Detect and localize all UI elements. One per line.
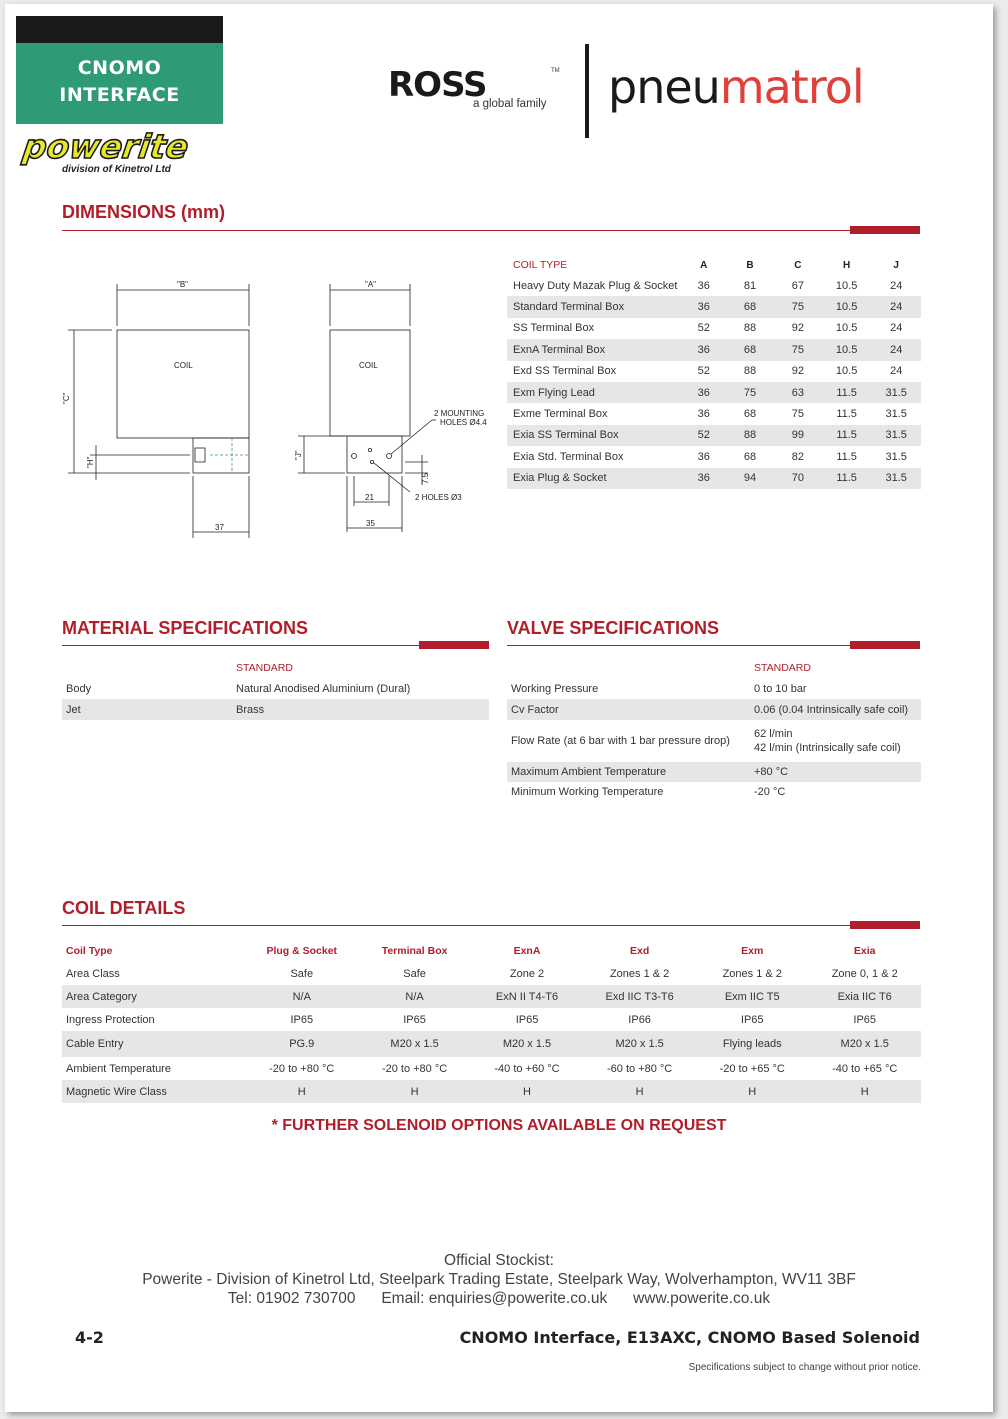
material-standard-header: STANDARD	[236, 661, 293, 674]
table-row	[507, 361, 921, 382]
label-b: "B"	[177, 280, 189, 289]
dimension-cell: 24	[890, 343, 903, 356]
coil-label-left: COIL	[174, 361, 193, 370]
col-j: J	[893, 259, 899, 271]
table-row	[507, 275, 921, 296]
right-coil-body	[330, 330, 410, 436]
valve-header-row	[507, 657, 921, 678]
material-table	[62, 657, 489, 720]
col-b: B	[746, 259, 754, 271]
table-row	[507, 446, 921, 467]
mounting-note-1: 2 MOUNTING	[434, 409, 485, 418]
coil-value-cell: M20 x 1.5	[502, 1038, 552, 1050]
coil-type-cell: SS Terminal Box	[513, 322, 595, 335]
dim-37: 37	[215, 523, 224, 532]
coil-table	[62, 940, 921, 1103]
dimensions-header-row	[507, 255, 921, 275]
dimension-cell: 94	[743, 472, 757, 485]
valve-label: Maximum Ambient Temperature	[511, 766, 667, 778]
coil-col-header: Exia	[853, 945, 876, 957]
dimension-cell: 11.5	[836, 429, 857, 442]
mounting-hole-left	[352, 454, 357, 459]
powerite-logo	[22, 128, 217, 180]
dimension-cell: 75	[791, 408, 805, 421]
coil-value-cell: -20 to +80 °C	[269, 1062, 335, 1075]
table-row	[62, 1057, 921, 1080]
dimension-cell: 88	[743, 322, 757, 335]
table-row	[62, 962, 921, 985]
coil-value-cell: Exm IIC T5	[724, 990, 780, 1003]
coil-type-cell: Exme Terminal Box	[513, 408, 608, 421]
dimensions-rule-accent	[850, 226, 920, 234]
coil-value-cell: IP66	[628, 1013, 651, 1026]
dimension-cell: 11.5	[836, 386, 857, 399]
page-title: CNOMO Interface, E13AXC, CNOMO Based Solenoid	[459, 1328, 920, 1347]
right-base	[347, 436, 402, 473]
footer-address: Powerite - Division of Kinetrol Ltd, Steelpark Trading Estate, Steelpark Way, Wolverhampton, WV11 3BF	[142, 1271, 856, 1288]
material-value: Brass	[236, 703, 265, 716]
coil-value-cell: M20 x 1.5	[615, 1038, 664, 1050]
ross-tagline: a global family	[473, 98, 547, 110]
coil-property-cell: Area Class	[66, 967, 120, 980]
coil-value-cell: Zones 1 & 2	[609, 967, 670, 980]
coil-rule	[62, 925, 920, 926]
dimension-cell: 10.5	[835, 322, 858, 335]
coil-value-cell: IP65	[740, 1013, 764, 1026]
table-row	[507, 762, 921, 782]
valve-value: 0 to 10 bar	[754, 682, 807, 695]
dimension-cell: 52	[697, 365, 710, 378]
table-row	[507, 382, 921, 403]
dimension-cell: 81	[743, 279, 757, 292]
valve-standard-header: STANDARD	[754, 661, 811, 674]
dimension-cell: 70	[791, 472, 805, 485]
dimension-cell: 52	[697, 429, 710, 442]
table-row	[507, 468, 921, 489]
dimension-cell: 52	[697, 322, 710, 335]
pneumatrol-logo	[608, 60, 864, 114]
coil-value-cell: Exd IIC T3-T6	[605, 990, 674, 1003]
col-c: C	[794, 259, 802, 271]
coil-property-cell: Magnetic Wire Class	[66, 1085, 167, 1098]
dimension-cell: 11.5	[836, 450, 857, 463]
dimension-cell: 68	[743, 408, 757, 421]
pneumatrol-logo-part2: matrol	[719, 60, 864, 114]
dimension-cell: 24	[890, 279, 903, 292]
dimension-cell: 75	[791, 301, 805, 314]
dimension-cell: 31.5	[885, 472, 907, 485]
dimension-cell: 10.5	[835, 343, 858, 356]
label-a: "A"	[365, 280, 377, 289]
dimension-cell: 68	[743, 450, 757, 463]
dimension-cell: 24	[890, 322, 903, 335]
coil-rule-accent	[850, 921, 920, 929]
dimensions-title: DIMENSIONS (mm)	[62, 202, 226, 222]
valve-value: 62 l/min 42 l/min (Intrinsically safe coil)	[754, 728, 901, 754]
dimension-cell: 36	[697, 343, 710, 356]
powerite-logo-text: powerite	[20, 127, 191, 166]
table-row	[507, 403, 921, 424]
coil-type-cell: ExnA Terminal Box	[513, 343, 606, 356]
coil-value-cell: IP65	[290, 1013, 314, 1026]
coil-property-cell: Ingress Protection	[66, 1013, 155, 1026]
hole-upper	[368, 448, 371, 451]
header-tab-bar	[16, 16, 223, 43]
powerite-subtitle: division of Kinetrol Ltd	[62, 164, 171, 175]
coil-header-row	[62, 940, 921, 962]
material-title: MATERIAL SPECIFICATIONS	[62, 618, 309, 638]
dimension-cell: 92	[791, 322, 805, 335]
coil-type-cell: Exd SS Terminal Box	[513, 365, 617, 378]
table-row	[62, 1080, 921, 1103]
dimension-cell: 11.5	[836, 472, 857, 485]
coil-value-cell: Safe	[403, 967, 426, 980]
ross-trademark: TM	[551, 68, 560, 74]
dimension-cell: 36	[697, 472, 710, 485]
coil-property-cell: Ambient Temperature	[66, 1062, 171, 1075]
mounting-hole-right	[387, 454, 392, 459]
valve-table	[507, 657, 921, 802]
coil-type-cell: Exm Flying Lead	[513, 386, 595, 399]
coil-type-cell: Standard Terminal Box	[513, 301, 625, 314]
dim-21: 21	[365, 493, 374, 502]
coil-type-cell: Exia SS Terminal Box	[513, 429, 619, 442]
coil-value-cell: N/A	[292, 990, 311, 1003]
left-base	[193, 438, 249, 473]
coil-value-cell: H	[635, 1085, 644, 1098]
page-number: 4-2	[75, 1328, 104, 1347]
coil-value-cell: H	[410, 1085, 419, 1098]
dimension-cell: 36	[697, 386, 710, 399]
coil-value-cell: Zone 0, 1 & 2	[831, 967, 898, 980]
coil-value-cell: PG.9	[289, 1038, 315, 1050]
table-row	[62, 985, 921, 1008]
dimension-cell: 75	[791, 343, 805, 356]
further-options-note: * FURTHER SOLENOID OPTIONS AVAILABLE ON REQUEST	[271, 1117, 727, 1134]
valve-title: VALVE SPECIFICATIONS	[507, 618, 720, 638]
coil-col-header: Coil Type	[66, 945, 113, 957]
dim-7-5: 7.5	[421, 472, 430, 484]
coil-label-right: COIL	[359, 361, 378, 370]
coil-value-cell: IP65	[515, 1013, 539, 1026]
valve-value: 0.06 (0.04 Intrinsically safe coil)	[754, 703, 909, 716]
table-row	[507, 720, 921, 762]
pneumatrol-logo-part1: pneu	[608, 60, 720, 114]
coil-value-cell: Zones 1 & 2	[722, 967, 782, 980]
valve-label: Minimum Working Temperature	[511, 786, 664, 798]
dimension-cell: 88	[743, 365, 757, 378]
coil-value-cell: IP65	[853, 1013, 877, 1026]
tab-line-2: INTERFACE	[59, 84, 180, 106]
hole-lower	[370, 460, 373, 463]
label-c: "C"	[62, 392, 71, 404]
cnomo-interface-tab	[16, 43, 223, 124]
material-value: Natural Anodised Aluminium (Dural)	[236, 682, 411, 695]
table-row	[507, 425, 921, 446]
material-rule-accent	[419, 641, 489, 649]
dimension-cell: 31.5	[885, 386, 907, 399]
disclaimer: Specifications subject to change without prior notice.	[688, 1362, 921, 1373]
coil-col-header: ExnA	[513, 945, 541, 957]
coil-value-cell: Safe	[290, 967, 314, 980]
dimension-cell: 82	[791, 450, 805, 463]
material-label: Body	[66, 682, 92, 695]
coil-value-cell: H	[860, 1085, 869, 1098]
ross-logo: ROSS	[388, 65, 487, 105]
footer-contact: Tel: 01902 730700 Email: enquiries@powerite.co.uk www.powerite.co.uk	[227, 1290, 771, 1307]
table-row	[507, 339, 921, 360]
coil-value-cell: M20 x 1.5	[840, 1038, 889, 1050]
dimension-cell: 36	[697, 408, 710, 421]
coil-value-cell: Flying leads	[722, 1038, 782, 1050]
table-row	[507, 678, 921, 699]
coil-value-cell: H	[748, 1085, 757, 1098]
coil-title: COIL DETAILS	[62, 898, 186, 918]
mounting-note-2: HOLES Ø4.4	[440, 418, 487, 427]
label-h: "H"	[86, 456, 95, 468]
dimension-cell: 10.5	[835, 279, 858, 292]
coil-type-cell: Exia Std. Terminal Box	[513, 450, 624, 463]
coil-value-cell: M20 x 1.5	[390, 1038, 439, 1050]
coil-value-cell: Zone 2	[509, 967, 545, 980]
coil-value-cell: H	[297, 1085, 306, 1098]
valve-rule-accent	[850, 641, 920, 649]
valve-label: Flow Rate (at 6 bar with 1 bar pressure drop)	[511, 735, 730, 747]
dimensions-rule	[62, 230, 920, 231]
table-row	[62, 678, 489, 699]
valve-value: -20 °C	[754, 786, 786, 798]
logo-divider	[585, 44, 589, 138]
tab-line-1: CNOMO	[77, 57, 162, 79]
coil-value-cell: ExN II T4-T6	[495, 990, 559, 1003]
dimension-cell: 92	[791, 365, 805, 378]
col-h: H	[843, 259, 851, 271]
coil-value-cell: -60 to +80 °C	[606, 1062, 673, 1075]
valve-value: +80 °C	[754, 766, 789, 778]
holes-note: 2 HOLES Ø3	[415, 493, 462, 502]
coil-value-cell: -20 to +80 °C	[381, 1062, 448, 1075]
left-connector	[195, 448, 205, 462]
coil-col-header: Exm	[741, 945, 764, 957]
dimension-cell: 68	[743, 343, 757, 356]
coil-value-cell: Exia IIC T6	[837, 990, 892, 1003]
dimension-cell: 99	[791, 429, 805, 442]
coil-type-cell: Heavy Duty Mazak Plug & Socket	[513, 279, 678, 292]
dimension-cell: 67	[791, 279, 805, 292]
table-row	[507, 699, 921, 720]
coil-value-cell: N/A	[405, 990, 424, 1003]
table-row	[62, 699, 489, 720]
dimension-cell: 24	[890, 365, 903, 378]
dimension-cell: 31.5	[885, 408, 907, 421]
label-j: "J"	[294, 450, 303, 460]
coil-value-cell: IP65	[403, 1013, 426, 1026]
dimension-cell: 63	[791, 386, 805, 399]
material-label: Jet	[66, 703, 81, 716]
dimension-cell: 68	[743, 301, 757, 314]
material-header-row	[62, 657, 489, 678]
coil-col-header: Exd	[629, 945, 650, 957]
table-row	[62, 1031, 921, 1057]
left-coil-body	[117, 330, 249, 438]
dimension-cell: 88	[743, 429, 757, 442]
dimension-drawing	[60, 270, 487, 550]
table-row	[507, 296, 921, 317]
dimension-cell: 36	[697, 279, 710, 292]
coil-col-header: Plug & Socket	[266, 945, 338, 957]
table-row	[507, 782, 921, 802]
dimensions-table	[507, 255, 921, 489]
valve-label: Working Pressure	[511, 682, 599, 695]
col-a: A	[700, 259, 708, 271]
dimension-cell: 75	[743, 386, 757, 399]
dimension-cell: 10.5	[835, 301, 858, 314]
coil-property-cell: Area Category	[66, 990, 137, 1003]
dimension-cell: 36	[697, 301, 710, 314]
coil-type-cell: Exia Plug & Socket	[513, 472, 607, 485]
table-row	[507, 318, 921, 339]
coil-value-cell: -20 to +65 °C	[719, 1062, 785, 1075]
coil-value-cell: -40 to +60 °C	[494, 1062, 560, 1075]
coil-value-cell: -40 to +65 °C	[832, 1062, 898, 1075]
dimension-cell: 31.5	[885, 429, 907, 442]
brand-logos	[386, 62, 921, 142]
dimension-cell: 10.5	[835, 365, 858, 378]
dim-35: 35	[366, 519, 375, 528]
table-row	[62, 1008, 921, 1031]
coil-value-cell: H	[523, 1085, 531, 1098]
dimension-cell: 24	[890, 301, 903, 314]
dimension-cell: 36	[697, 450, 710, 463]
coil-property-cell: Cable Entry	[66, 1038, 124, 1050]
col-coil-type: COIL TYPE	[513, 259, 568, 271]
footer-stockist: Official Stockist:	[444, 1252, 554, 1269]
dimension-cell: 31.5	[885, 450, 907, 463]
valve-label: Cv Factor	[511, 703, 559, 716]
dimension-cell: 11.5	[836, 408, 857, 421]
coil-col-header: Terminal Box	[381, 945, 448, 957]
